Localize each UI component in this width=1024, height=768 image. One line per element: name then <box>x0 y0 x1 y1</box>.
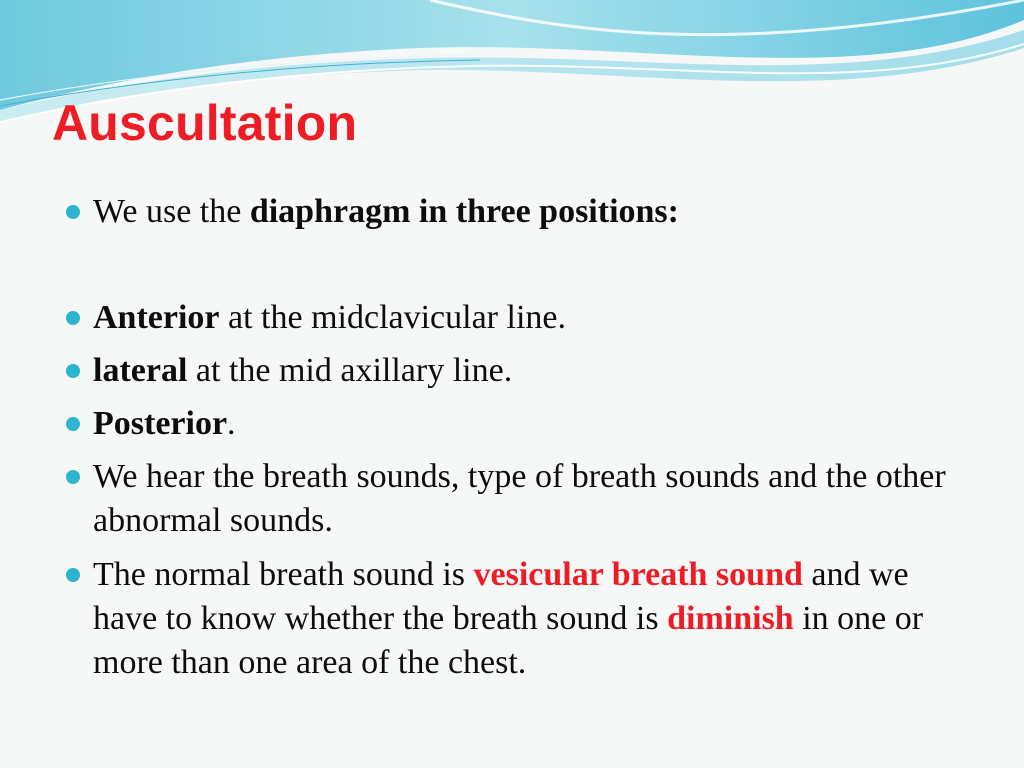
bullet-marker-icon <box>66 417 80 431</box>
bullet-item-lateral <box>66 349 966 393</box>
bullet-text-bold: diaphragm in three positions: <box>249 193 679 230</box>
bullet-marker-icon <box>66 364 80 378</box>
bullet-marker-icon <box>66 568 80 582</box>
bullet-text-bold: Anterior <box>93 299 220 336</box>
bullet-item-diaphragm <box>66 190 966 234</box>
bullet-marker-icon <box>66 470 80 484</box>
bullet-item-breath-sounds <box>66 455 966 543</box>
bullet-text-bold: Posterior <box>93 405 228 442</box>
bullet-marker-icon <box>66 205 80 219</box>
bullet-text-plain: and we have to know whether the breath sound is <box>93 556 909 637</box>
bullet-text <box>93 553 966 685</box>
bullet-text-plain: . <box>227 405 236 442</box>
slide-title: Auscultation <box>52 95 358 151</box>
bullet-text-plain: in one or more than one area of the chest. <box>93 600 924 681</box>
highlight-vesicular: vesicular breath sound <box>473 556 803 593</box>
bullet-marker-icon <box>66 311 80 325</box>
bullet-text-plain: at the mid axillary line. <box>187 352 513 389</box>
bullet-text-plain: The normal breath sound is <box>93 556 474 593</box>
bullet-item-anterior <box>66 296 966 340</box>
bullet-text <box>93 190 966 234</box>
highlight-diminish: diminish <box>667 600 794 637</box>
bullet-item-posterior <box>66 402 966 446</box>
bullet-text-plain: We use the <box>93 193 250 230</box>
bullet-text <box>93 296 966 340</box>
bullet-text: We hear the breath sounds, type of breath sounds and the other abnormal sounds. <box>93 458 946 539</box>
bullet-text <box>93 402 966 446</box>
bullet-text <box>93 349 966 393</box>
bullet-text-plain: at the midclavicular line. <box>219 299 566 336</box>
bullet-text-bold: lateral <box>93 352 188 389</box>
bullet-item-normal-breath-sound <box>66 553 966 685</box>
